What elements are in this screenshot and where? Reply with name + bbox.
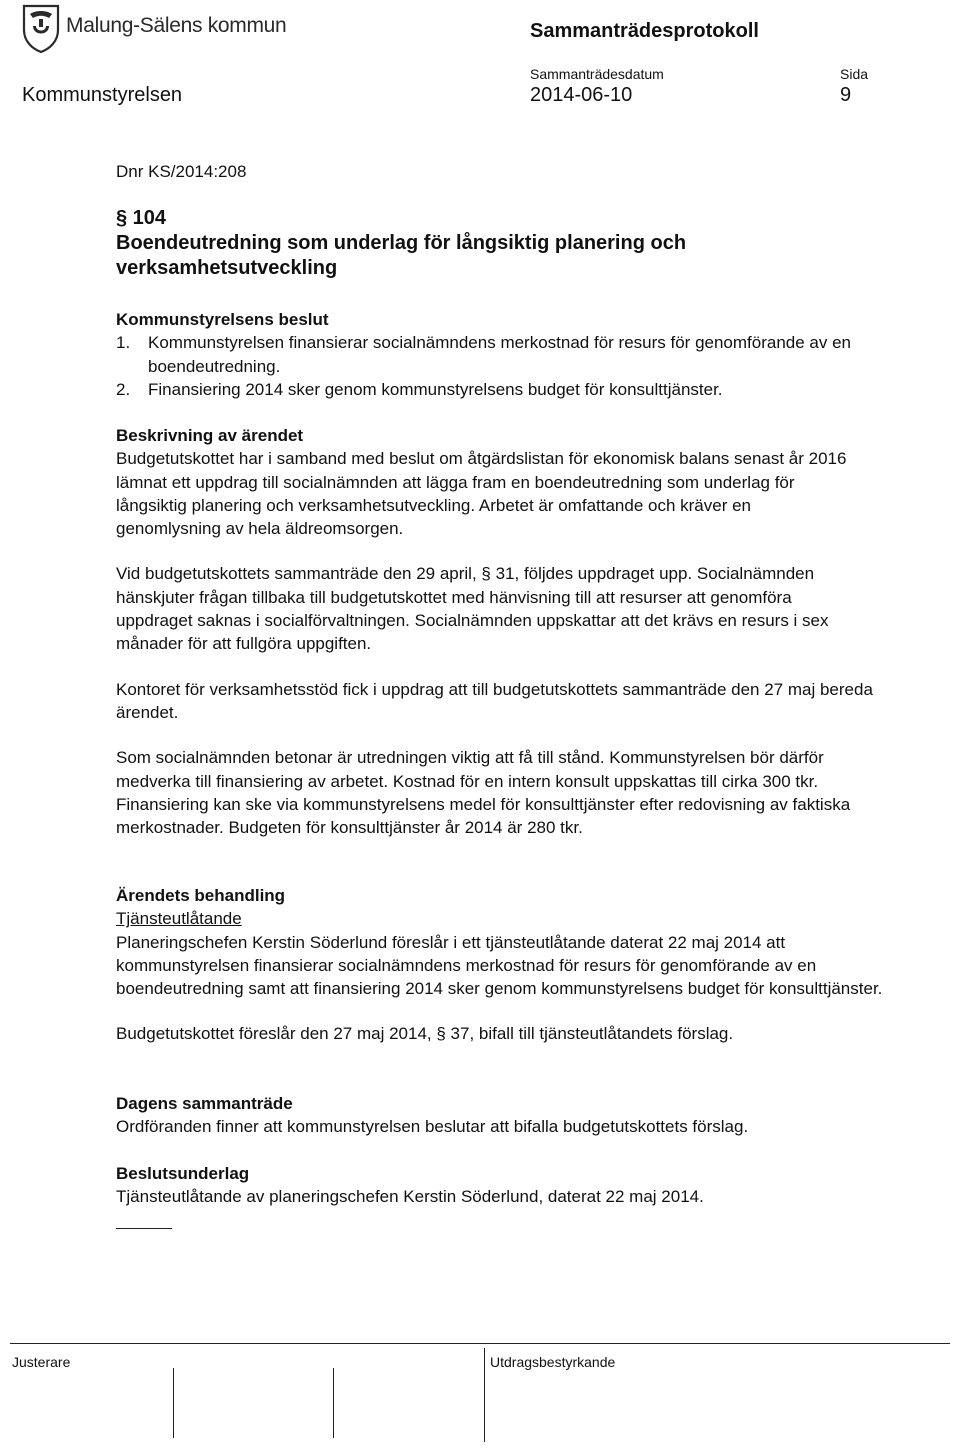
coat-of-arms-icon xyxy=(22,4,60,54)
page-number: 9 xyxy=(840,84,852,106)
handling-paragraph: Planeringschefen Kerstin Söderlund föreslår i ett tjänsteutlåtande daterat 22 maj 2014 att kommunstyrelsen finansierar socialnämndens merkostnad för resurs för genomförande av en boendeutredning samt att finansiering 2014 sker genom kommunstyrelsens budget för konsulttjänster. xyxy=(116,932,883,999)
adjusters-label: Justerare xyxy=(12,1354,71,1370)
handling-heading: Ärendets behandling xyxy=(116,886,286,905)
description-paragraph: Kontoret för verksamhetsstöd fick i uppdrag att till budgetutskottets sammanträde den 27 maj bereda ärendet. xyxy=(116,679,873,722)
decision-list xyxy=(116,331,896,401)
paragraph-number: § 104 xyxy=(116,207,167,229)
today-text: Ordföranden finner att kommunstyrelsen beslutar att bifalla budgetutskottets förslag. xyxy=(116,1117,749,1137)
end-rule xyxy=(116,1228,172,1229)
description-heading: Beskrivning av ärendet xyxy=(116,426,304,445)
decision-heading: Kommunstyrelsens beslut xyxy=(116,310,329,329)
decision-item xyxy=(116,378,896,401)
description-paragraph: Som socialnämnden betonar är utredningen viktig att få till stånd. Kommunstyrelsen bör därför medverka till finansiering av arbetet. Kostnad för en intern konsult uppskattas till cirka 300 tkr. Finansiering kan ske via kommunstyrelsens medel för konsulttjänster efter redovisning av faktiska merkostnader. Budgeten för konsulttjänster år 2014 är 280 tkr. xyxy=(116,748,851,838)
basis-text: Tjänsteutlåtande av planeringschefen Kerstin Söderlund, daterat 22 maj 2014. xyxy=(116,1187,704,1207)
signature-divider xyxy=(333,1368,334,1438)
meeting-date: 2014-06-10 xyxy=(530,84,633,106)
decision-section xyxy=(116,308,896,401)
case-title-line-1: Boendeutredning som underlag för långsiktig planering och xyxy=(116,232,687,254)
handling-subheading: Tjänsteutlåtande xyxy=(116,909,242,929)
decision-item xyxy=(116,331,896,378)
extract-certification-label: Utdragsbestyrkande xyxy=(490,1354,616,1370)
municipality-logo xyxy=(22,4,322,54)
decision-item-text: Finansiering 2014 sker genom kommunstyrelsens budget för konsulttjänster. xyxy=(148,379,723,399)
committee-name: Kommunstyrelsen xyxy=(22,84,183,106)
case-title-block xyxy=(116,206,896,281)
signature-divider xyxy=(173,1368,174,1438)
document-type-title: Sammanträdesprotokoll xyxy=(530,20,759,42)
today-section xyxy=(116,1092,896,1139)
handling-paragraph: Budgetutskottet föreslår den 27 maj 2014, § 37, bifall till tjänsteutlåtandets förslag. xyxy=(116,1024,734,1044)
page-label: Sida xyxy=(840,66,869,82)
signature-divider xyxy=(484,1348,485,1442)
decision-item-number: 1. xyxy=(116,333,131,353)
decision-item-number: 2. xyxy=(116,379,131,399)
logo-text: Malung-Sälens kommun xyxy=(66,14,287,37)
basis-section xyxy=(116,1162,896,1209)
today-heading: Dagens sammanträde xyxy=(116,1094,293,1113)
basis-heading: Beslutsunderlag xyxy=(116,1164,250,1183)
case-title-line-2: verksamhetsutveckling xyxy=(116,257,338,279)
footer-divider xyxy=(10,1343,950,1344)
decision-item-text: Kommunstyrelsen finansierar socialnämndens merkostnad för resurs för genomförande av en boendeutredning. xyxy=(148,333,852,376)
description-paragraph: Vid budgetutskottets sammanträde den 29 april, § 31, följdes uppdraget upp. Socialnämnden hänskjuter frågan tillbaka till budgetutskottet med hänvisning till att resurser att genomföra uppdraget saknas i socialförvaltningen. Socialnämnden uppskattar att det krävs en resurs i sex månader för att fullgöra uppgiften. xyxy=(116,564,829,654)
date-label: Sammanträdesdatum xyxy=(530,66,664,82)
description-section xyxy=(116,424,873,839)
case-number: Dnr KS/2014:208 xyxy=(116,162,247,181)
handling-section xyxy=(116,884,886,1046)
description-paragraph: Budgetutskottet har i samband med beslut om åtgärdslistan för ekonomisk balans senast år 2016 lämnat ett uppdrag till socialnämnden att lägga fram en boendeutredning som underlag för långsiktig planering och verksamhetsutveckling. Arbetet är omfattande och kräver en genomlysning av hela äldreomsorgen. xyxy=(116,449,847,539)
